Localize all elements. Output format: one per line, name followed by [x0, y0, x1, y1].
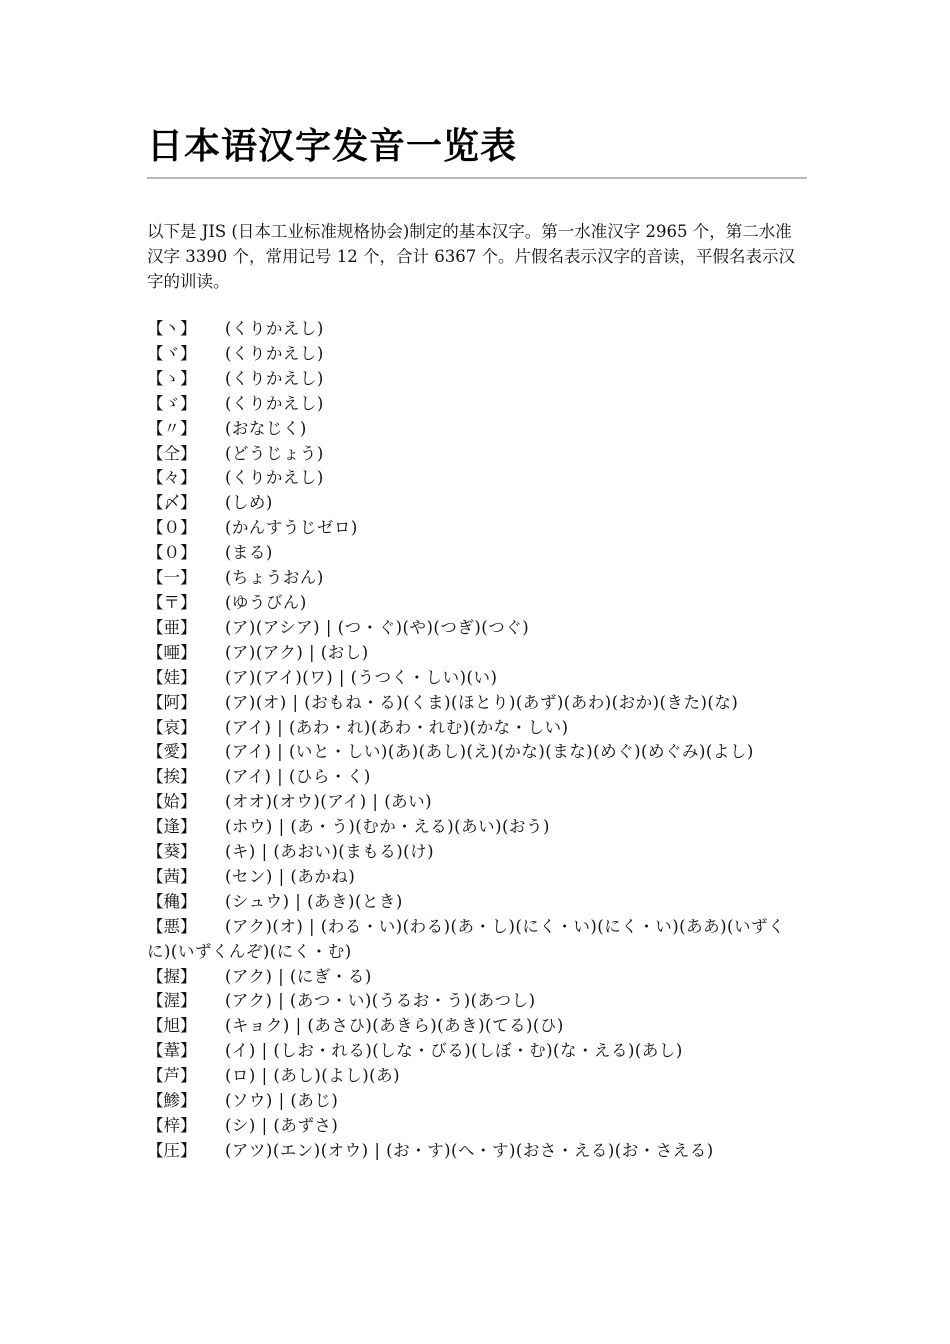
kanji-entry: [147, 641, 807, 666]
kanji-char: 【阿】: [147, 692, 197, 712]
kanji-reading: (ゆうびん): [225, 592, 307, 612]
kanji-reading: (アク)(オ) | (わる・い)(わる)(あ・し)(にく・い)(にく・い)(ああ)(いずくに)(いずくんぞ)(にく・む): [147, 916, 785, 961]
kanji-reading: (シ) | (あずさ): [225, 1116, 339, 1135]
kanji-char: 【渥】: [147, 991, 197, 1011]
kanji-entry: [147, 1114, 807, 1139]
kanji-entry: [147, 392, 807, 417]
kanji-entry: [147, 466, 807, 491]
kanji-entry: [147, 616, 807, 641]
kanji-entry: [147, 317, 807, 342]
kanji-entry-list: [147, 317, 807, 1164]
kanji-entry: [147, 989, 807, 1014]
kanji-char: 【〃】: [147, 418, 197, 438]
kanji-reading: (ア)(アイ)(ワ) | (うつく・しい)(い): [225, 667, 498, 687]
kanji-reading: (ア)(アク) | (おし): [225, 642, 369, 662]
kanji-char: 【亜】: [147, 617, 197, 637]
kanji-entry: [147, 716, 807, 741]
kanji-reading: (ア)(オ) | (おもね・る)(くま)(ほとり)(あず)(あわ)(おか)(きた)(な): [225, 692, 739, 712]
kanji-char: 【０】: [147, 518, 197, 538]
kanji-entry: [147, 1139, 807, 1164]
title-divider: [147, 177, 807, 179]
kanji-entry: [147, 691, 807, 716]
kanji-char: 【旭】: [147, 1016, 197, 1036]
kanji-entry: [147, 367, 807, 392]
kanji-entry: [147, 417, 807, 442]
kanji-char: 【穐】: [147, 891, 197, 911]
kanji-char: 【梓】: [147, 1116, 197, 1135]
kanji-entry: [147, 342, 807, 367]
kanji-reading: (くりかえし): [225, 343, 324, 363]
kanji-entry: [147, 666, 807, 691]
kanji-reading: (アク) | (あつ・い)(うるお・う)(あつし): [225, 991, 536, 1011]
kanji-char: 【茜】: [147, 866, 197, 886]
kanji-entry: [147, 965, 807, 990]
kanji-char: 【愛】: [147, 742, 197, 762]
kanji-char: 【握】: [147, 966, 197, 986]
kanji-reading: (ホウ) | (あ・う)(むか・える)(あい)(おう): [225, 817, 550, 837]
kanji-char: 【〒】: [147, 592, 197, 612]
kanji-entry: [147, 740, 807, 765]
kanji-char: 【０】: [147, 543, 197, 563]
kanji-entry: [147, 1039, 807, 1064]
kanji-entry: [147, 1064, 807, 1089]
kanji-entry: [147, 516, 807, 541]
kanji-char: 【一】: [147, 568, 197, 588]
kanji-reading: (どうじょう): [225, 443, 324, 463]
kanji-reading: (くりかえし): [225, 319, 324, 338]
kanji-entry: [147, 541, 807, 566]
kanji-char: 【々】: [147, 468, 197, 488]
kanji-entry: [147, 890, 807, 915]
kanji-char: 【芦】: [147, 1066, 197, 1086]
kanji-char: 【鯵】: [147, 1091, 197, 1111]
kanji-entry: [147, 1014, 807, 1039]
document-page: [147, 118, 807, 1164]
kanji-reading: (ちょうおん): [225, 568, 324, 588]
kanji-reading: (ア)(アシア) | (つ・ぐ)(や)(つぎ)(つぐ): [225, 617, 530, 637]
kanji-reading: (アイ) | (あわ・れ)(あわ・れむ)(かな・しい): [225, 717, 569, 737]
page-title: 日本语汉字发音一览表: [147, 125, 518, 167]
kanji-entry: [147, 491, 807, 516]
kanji-reading: (オオ)(オウ)(アイ) | (あい): [225, 792, 433, 812]
kanji-entry: [147, 815, 807, 840]
kanji-reading: (アイ) | (いと・しい)(あ)(あし)(え)(かな)(まな)(めぐ)(めぐみ)(よし): [225, 742, 754, 762]
kanji-reading: (アイ) | (ひら・く): [225, 767, 371, 787]
kanji-reading: (イ) | (しお・れる)(しな・びる)(しぼ・む)(な・える)(あし): [225, 1041, 683, 1061]
kanji-reading: (アク) | (にぎ・る): [225, 966, 372, 986]
kanji-char: 【ヾ】: [147, 343, 197, 363]
kanji-reading: (シュウ) | (あき)(とき): [225, 891, 403, 911]
kanji-char: 【ゞ】: [147, 393, 197, 413]
kanji-char: 【丶】: [147, 319, 197, 338]
kanji-char: 【葦】: [147, 1041, 197, 1061]
kanji-char: 【哀】: [147, 717, 197, 737]
kanji-reading: (くりかえし): [225, 393, 324, 413]
kanji-entry: [147, 1089, 807, 1114]
kanji-char: 【姶】: [147, 792, 197, 812]
kanji-char: 【圧】: [147, 1140, 197, 1160]
kanji-entry: [147, 840, 807, 865]
kanji-char: 【娃】: [147, 667, 197, 687]
kanji-char: 【仝】: [147, 443, 197, 463]
kanji-reading: (セン) | (あかね): [225, 866, 356, 886]
kanji-entry: [147, 790, 807, 815]
kanji-char: 【〆】: [147, 493, 197, 513]
kanji-entry: [147, 865, 807, 890]
kanji-entry: [147, 566, 807, 591]
kanji-reading: (くりかえし): [225, 368, 324, 388]
kanji-char: 【唖】: [147, 642, 197, 662]
kanji-reading: (かんすうじゼロ): [225, 518, 358, 538]
kanji-reading: (キ) | (あおい)(まもる)(け): [225, 842, 435, 862]
kanji-reading: (まる): [225, 543, 273, 563]
kanji-char: 【葵】: [147, 842, 197, 862]
kanji-entry: [147, 442, 807, 467]
kanji-reading: (ソウ) | (あじ): [225, 1091, 339, 1111]
kanji-char: 【ゝ】: [147, 368, 197, 388]
kanji-reading: (キョク) | (あさひ)(あきら)(あき)(てる)(ひ): [225, 1016, 564, 1036]
kanji-char: 【逢】: [147, 817, 197, 837]
kanji-entry: [147, 765, 807, 790]
kanji-reading: (おなじく): [225, 418, 307, 438]
kanji-reading: (しめ): [225, 493, 273, 513]
kanji-entry: [147, 915, 807, 965]
kanji-reading: (くりかえし): [225, 468, 324, 488]
intro-paragraph: 以下是 JIS (日本工业标准规格协会)制定的基本汉字。第一水准汉字 2965 个，第二水准汉字 3390 个，常用记号 12 个，合计 6367 个。片假名表示汉字的音读，平假名表示汉字的训读。: [147, 222, 795, 291]
kanji-char: 【悪】: [147, 916, 197, 936]
kanji-entry: [147, 591, 807, 616]
kanji-char: 【挨】: [147, 767, 197, 787]
kanji-reading: (ロ) | (あし)(よし)(あ): [225, 1066, 401, 1086]
kanji-reading: (アツ)(エン)(オウ) | (お・す)(へ・す)(おさ・える)(お・さえる): [225, 1140, 714, 1160]
